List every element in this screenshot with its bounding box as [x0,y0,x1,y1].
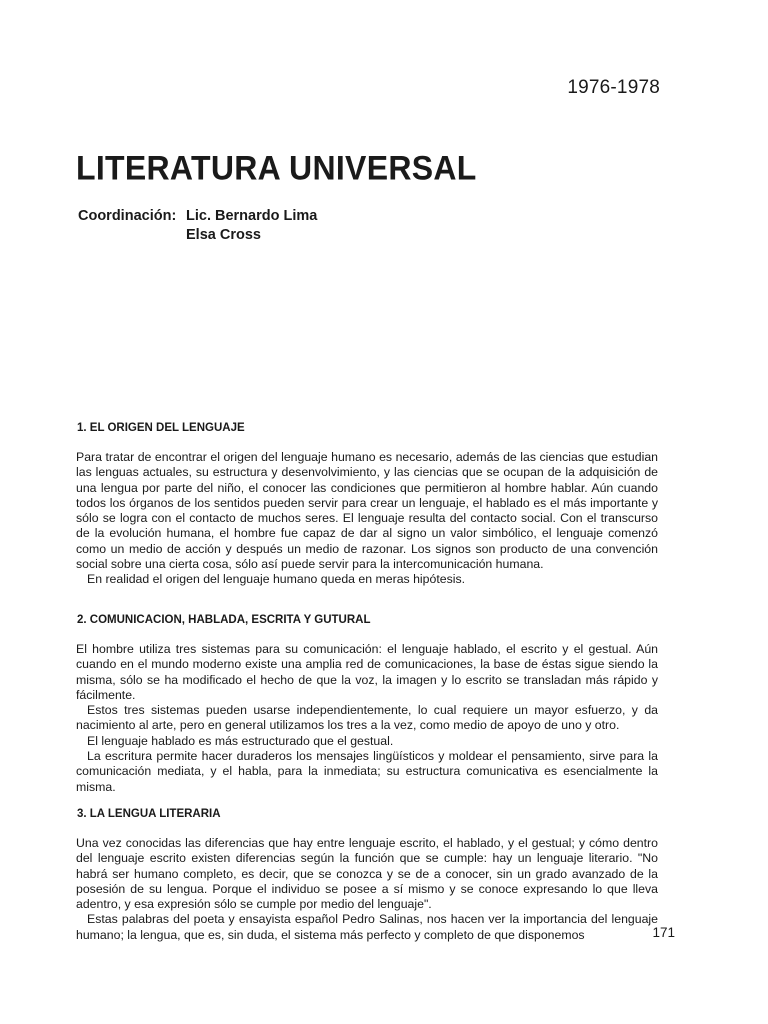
paragraph: Estos tres sistemas pueden usarse independientemente, lo cual requiere un mayor esfuerzo, y da nacimiento al arte, pero en general utilizamos los tres a la vez, como medio de apoyo de uno y otro. [76,703,658,733]
paragraph: La escritura permite hacer duraderos los mensajes lingüísticos y moldear el pensamiento, sirve para la comunicación mediata, y el habla, para la inmediata; su estructura comunicativa es esencialmente la misma. [76,749,658,794]
coordinator-name: Elsa Cross [186,227,261,243]
coordinator-names [186,207,317,245]
coordination-block [78,207,317,245]
paragraph: El lenguaje hablado es más estructurado que el gestual. [87,733,394,748]
page-number: 171 [652,925,675,940]
page-title: LITERATURA UNIVERSAL [76,148,477,187]
coordination-label: Coordinación: [78,208,177,224]
paragraph: Estas palabras del poeta y ensayista español Pedro Salinas, nos hacen ver la importancia del lenguaje humano; la lengua, que es, sin duda, el sistema más perfecto y completo de que disponemos [76,912,658,942]
section-heading: 3. LA LENGUA LITERARIA [77,808,221,820]
section-heading: 1. EL ORIGEN DEL LENGUAJE [77,422,245,434]
coordinator-name: Lic. Bernardo Lima [186,208,318,224]
date-range: 1976-1978 [567,77,660,98]
paragraph: Una vez conocidas las diferencias que hay entre lenguaje escrito, el hablado, y el gestual; y cómo dentro del lenguaje escrito existen diferencias según la función que se cumple: hay un lenguaje literario. "No habrá ser humano completo, es decir, que se conozca y se de a conocer, sin un grado avanzado de la posesión de su lengua. Porque el individuo se posee a sí mismo y se conoce expresando lo que lleva adentro, y esa expresión sólo se cumple por medio del lenguaje". [76,836,658,912]
paragraph: Para tratar de encontrar el origen del lenguaje humano es necesario, además de las ciencias que estudian las lenguas actuales, su estructura y desenvolvimiento, y las ciencias que se ocupan de la adquisición de una lengua por parte del niño, el conocer las condiciones que permitieron al hombre hablar. Aún cuando todos los órganos de los sentidos pueden servir para crear un lenguaje, el hablado es el más importante y sólo se logra con el contacto de muchos seres. El lenguaje resulta del contacto social. Con el transcurso de la evolución humana, el hombre fue capaz de dar al signo un valor simbólico, el lenguaje comenzó como un medio de acción y después un medio de razonar. Los signos son producto de una convención social sobre una cierta cosa, sólo así puede servir para la intercomunicación humana. [76,450,658,572]
paragraph: El hombre utiliza tres sistemas para su comunicación: el lenguaje hablado, el escrito y el gestual. Aún cuando en el mundo moderno existe una amplia red de comunicaciones, la base de éstas sigue siendo la misma, sólo se ha modificado el hecho de que la voz, la imagen y lo escrito se transladan más rápido y fácilmente. [76,642,658,702]
section-lengua-literaria [76,807,658,943]
section-origen-del-lenguaje [76,421,658,588]
section-heading: 2. COMUNICACION, HABLADA, ESCRITA Y GUTURAL [77,614,371,626]
section-comunicacion [76,613,658,795]
paragraph: En realidad el origen del lenguaje humano queda en meras hipótesis. [87,572,466,587]
